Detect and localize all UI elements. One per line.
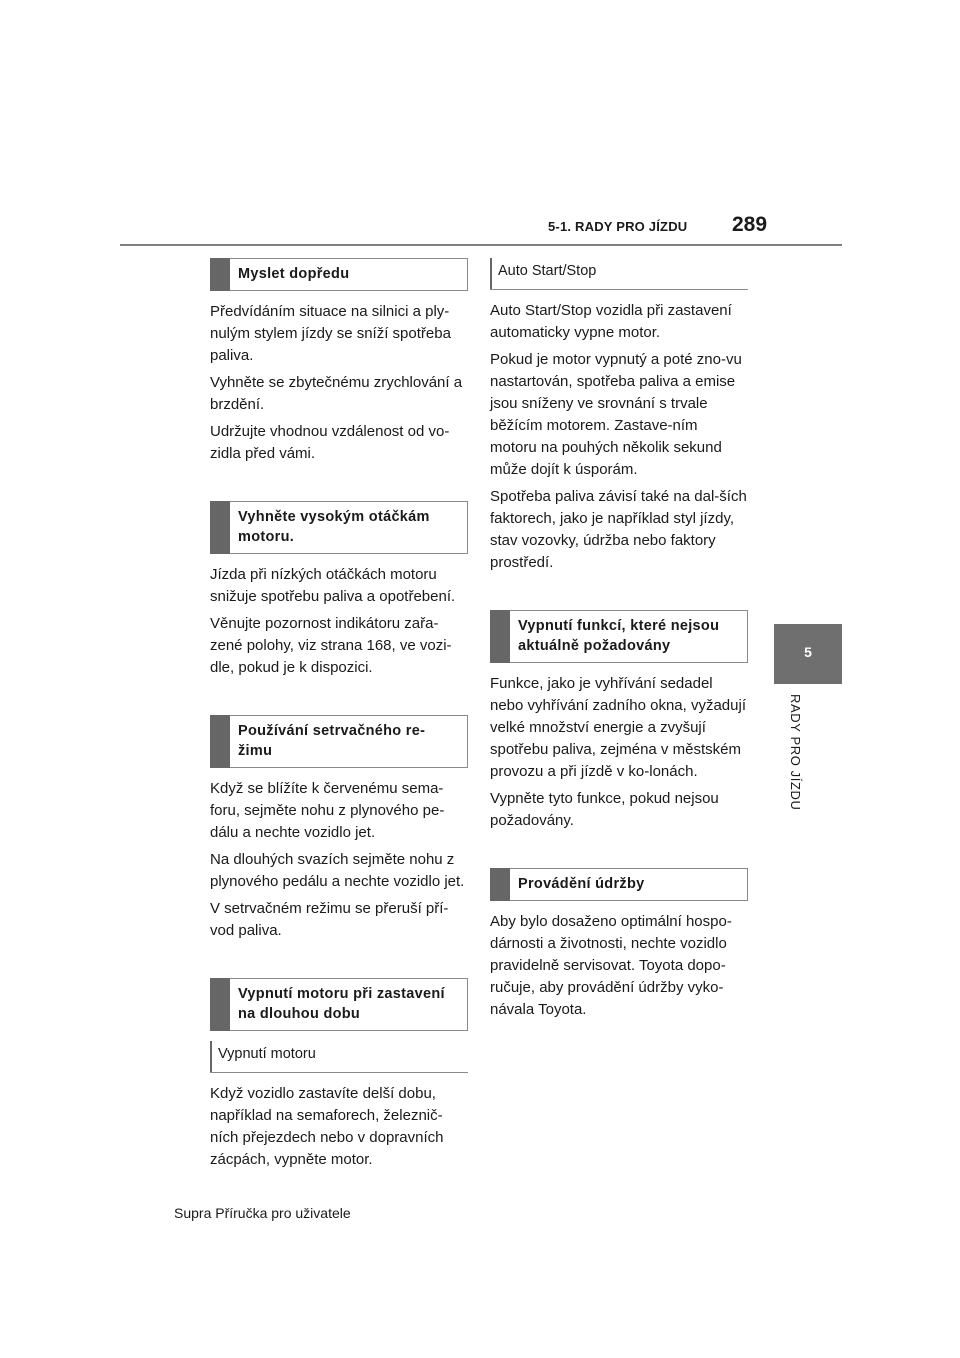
right-column bbox=[490, 258, 748, 1021]
paragraph: Když se blížíte k červenému sema-foru, sejměte nohu z plynového pe-dálu a nechte vozidlo jet. bbox=[210, 780, 445, 841]
paragraph: Aby bylo dosaženo optimální hospo-dárnosti a životnosti, nechte vozidlo pravidelně servisovat. Toyota dopo-ručuje, aby provádění údržby vyko-návala Toyota. bbox=[490, 913, 732, 1018]
page-number: 289 bbox=[732, 213, 768, 236]
paragraph: Na dlouhých svazích sejměte nohu z plynového pedálu a nechte vozidlo jet. bbox=[210, 851, 465, 890]
subheading-box bbox=[490, 258, 748, 290]
section-heading-box bbox=[490, 868, 748, 901]
section-heading: Používání setrvačného re-žimu bbox=[238, 723, 426, 759]
footer-text: Supra Příručka pro uživatele bbox=[174, 1205, 351, 1221]
chapter-label: RADY PRO JÍZDU bbox=[788, 694, 803, 811]
section-heading: Vyhněte vysokým otáčkám motoru. bbox=[238, 509, 430, 545]
paragraph: Když vozidlo zastavíte delší dobu, například na semaforech, železnič-ních přejezdech nebo v dopravních zácpách, vypněte motor. bbox=[210, 1085, 444, 1168]
section-heading-box bbox=[210, 715, 468, 768]
paragraph: Věnujte pozornost indikátoru zařa-zené polohy, viz strana 168, ve vozi-dle, pokud je k dispozici. bbox=[210, 615, 452, 676]
chapter-tab: 5 bbox=[774, 624, 842, 684]
paragraph: Jízda při nízkých otáčkách motoru snižuje spotřebu paliva a opotřebení. bbox=[210, 566, 456, 605]
section-heading-box bbox=[210, 978, 468, 1031]
subheading: Auto Start/Stop bbox=[498, 263, 597, 279]
section-heading: Provádění údržby bbox=[518, 876, 645, 892]
section-heading: Myslet dopředu bbox=[238, 266, 350, 282]
subheading: Vypnutí motoru bbox=[218, 1046, 316, 1062]
paragraph: Spotřeba paliva závisí také na dal-ších faktorech, jako je například styl jízdy, stav vozovky, údržba nebo faktory prostředí. bbox=[490, 488, 747, 571]
left-column bbox=[210, 258, 468, 1171]
paragraph: Pokud je motor vypnutý a poté zno-vu nastartován, spotřeba paliva a emise jsou sníženy ve srovnání s trvale běžícím motorem. Zastave-ním motoru na pouhých několik sekund může dojít k úsporám. bbox=[490, 351, 742, 478]
section-heading-box bbox=[210, 501, 468, 554]
paragraph: Vyhněte se zbytečnému zrychlování a brzdění. bbox=[210, 374, 463, 413]
paragraph: Předvídáním situace na silnici a ply-nulým stylem jízdy se sníží spotřeba paliva. bbox=[210, 303, 451, 364]
section-heading: Vypnutí motoru při zastavení na dlouhou dobu bbox=[238, 986, 445, 1022]
section-heading-box bbox=[210, 258, 468, 291]
paragraph: V setrvačném režimu se přeruší pří-vod paliva. bbox=[210, 900, 449, 939]
section-heading-box bbox=[490, 610, 748, 663]
paragraph: Vypněte tyto funkce, pokud nejsou požadovány. bbox=[490, 790, 719, 829]
paragraph: Udržujte vhodnou vzdálenost od vo-zidla před vámi. bbox=[210, 423, 450, 462]
header-rule bbox=[120, 244, 842, 246]
paragraph: Funkce, jako je vyhřívání sedadel nebo vyhřívání zadního okna, vyžadují velké množství energie a zvyšují spotřebu paliva, zejména v městském provozu a při jízdě v ko-lonách. bbox=[490, 675, 746, 780]
paragraph: Auto Start/Stop vozidla při zastavení automaticky vypne motor. bbox=[490, 302, 732, 341]
subheading-box bbox=[210, 1041, 468, 1073]
section-title: 5-1. RADY PRO JÍZDU bbox=[548, 219, 688, 234]
section-heading: Vypnutí funkcí, které nejsou aktuálně požadovány bbox=[518, 618, 720, 654]
